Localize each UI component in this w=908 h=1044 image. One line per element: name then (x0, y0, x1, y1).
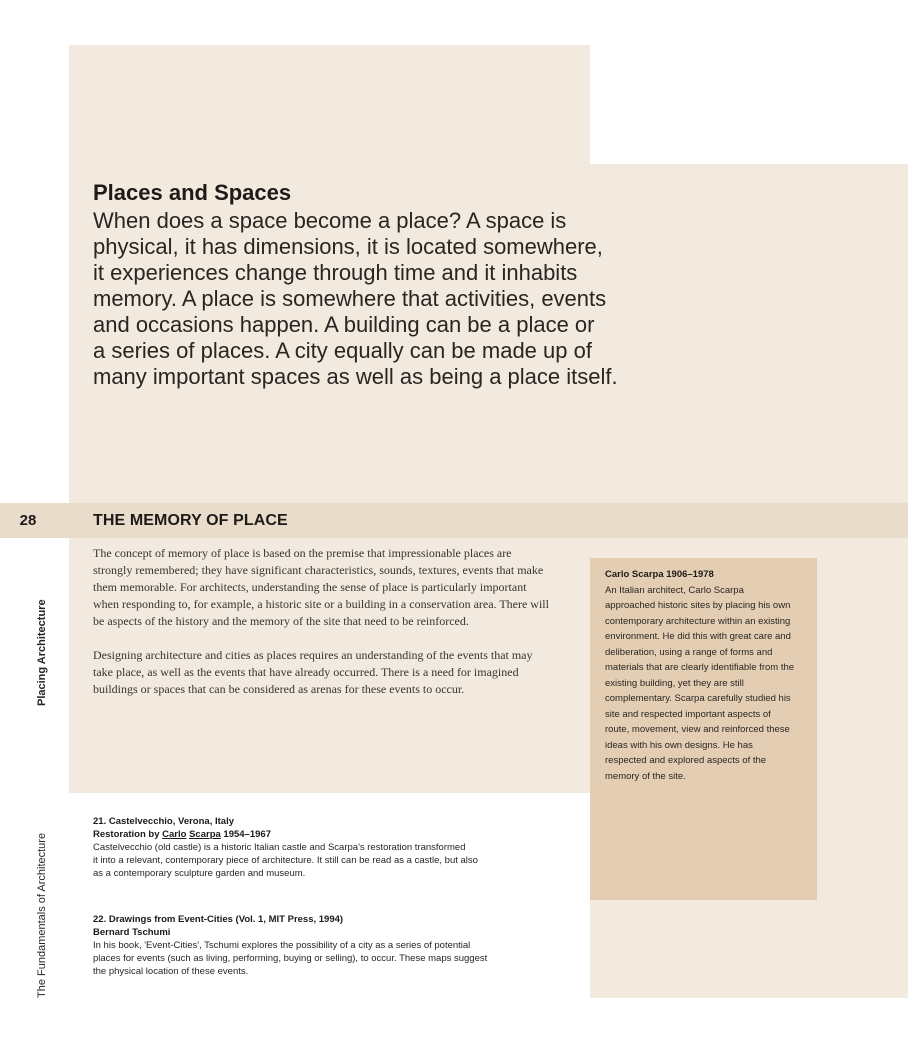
caption-subtitle (93, 828, 583, 841)
body-text (93, 545, 553, 715)
intro-heading: Places and Spaces (93, 180, 292, 205)
body-paragraph: The concept of memory of place is based on the premise that impressionable places are strongly remembered; they have significant characteristics, sounds, textures, events that make them memorable. For architects, understanding the sense of place is particularly important when responding to, for example, a historic site or a building in a conservation area. There will be aspects of the history and the memory of the site that need to be reinforced. (93, 546, 549, 628)
image-caption (93, 815, 583, 880)
caption-line: it into a relevant, contemporary piece of architecture. It still can be read as a castle, but also (93, 855, 478, 866)
intro-line: physical, it has dimensions, it is located somewhere, (93, 234, 603, 259)
intro-line: a series of places. A city equally can be made up of (93, 338, 592, 363)
caption-line: places for events (such as living, performing, buying or selling), to occur. These maps suggest (93, 953, 488, 964)
intro-line: many important spaces as well as being a place itself. (93, 364, 618, 389)
caption-line: the physical location of these events. (93, 966, 249, 977)
caption-line: In his book, 'Event-Cities', Tschumi explores the possibility of a city as a series of potential (93, 940, 471, 951)
intro-line: it experiences change through time and it inhabits (93, 260, 578, 285)
caption-name-first: Carlo (162, 829, 187, 840)
intro-text (93, 208, 673, 390)
caption-subtitle-prefix: Restoration by (93, 829, 163, 840)
sidebar-title: Carlo Scarpa 1906–1978 (605, 569, 714, 580)
intro-panel-top (69, 45, 590, 164)
image-caption (93, 913, 583, 978)
intro-line: When does a space become a place? A space is (93, 208, 567, 233)
caption-subtitle-suffix: 1954–1967 (220, 829, 271, 840)
sidebar-content (605, 567, 795, 784)
caption-title: 22. Drawings from Event-Cities (Vol. 1, MIT Press, 1994) (93, 914, 344, 925)
intro-line: and occasions happen. A building can be a place or (93, 312, 595, 337)
caption-line: as a contemporary sculpture garden and museum. (93, 868, 306, 879)
intro-line: memory. A place is somewhere that activities, events (93, 286, 607, 311)
caption-title: 21. Castelvecchio, Verona, Italy (93, 816, 234, 827)
section-title: THE MEMORY OF PLACE (93, 512, 288, 529)
caption-name-last: Scarpa (189, 829, 221, 840)
page-number: 28 (19, 512, 37, 529)
caption-subtitle: Bernard Tschumi (93, 927, 171, 938)
book-title: The Fundamentals of Architecture (36, 832, 48, 998)
sidebar-text: An Italian architect, Carlo Scarpa approached historic sites by placing his own contemporary architecture within an existing environment. He did this with great care and deliberation, using a range of forms and materials that are clearly identifiable from the existing building, yet they are still complementary. Scarpa carefully studied his site and respected important aspects of route, movement, view and reinforced these ideas with his own designs. He has respected and explored aspects of the memory of the site. (605, 584, 795, 782)
caption-line: Castelvecchio (old castle) is a historic Italian castle and Scarpa's restoration transformed (93, 842, 466, 853)
body-paragraph: Designing architecture and cities as places requires an understanding of the events that may take place, as well as the events that have already occurred. There is a need for imagined buildings or spaces that can be considered as arenas for these events to occur. (93, 648, 533, 696)
running-head: Placing Architecture (36, 599, 48, 706)
